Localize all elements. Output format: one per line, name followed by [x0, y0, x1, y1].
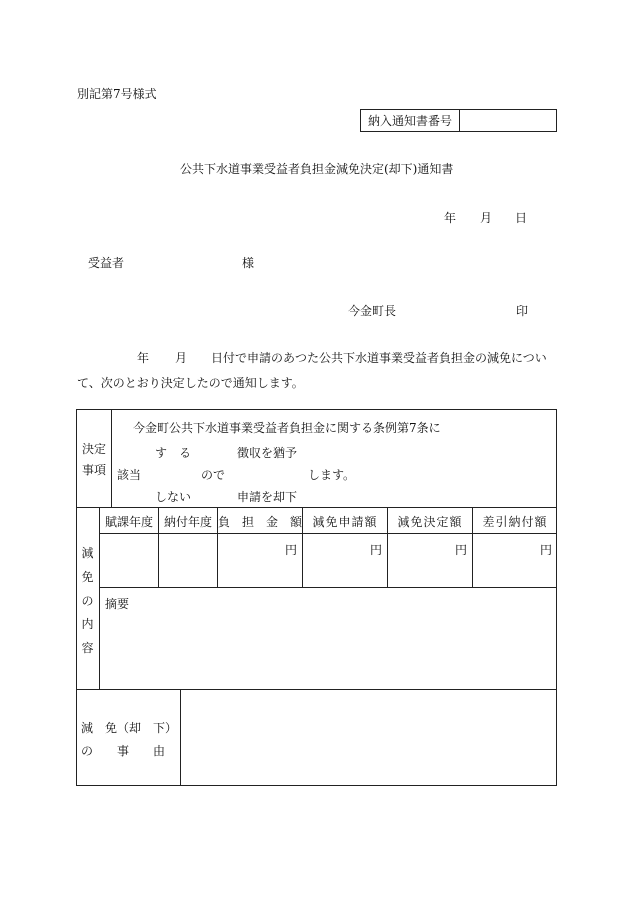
issuer-name: 今金町長 — [348, 304, 397, 318]
decision-divider — [111, 409, 112, 507]
reason-label-line-2: の 事 由 — [81, 744, 166, 758]
decision-gaito: 該当 — [117, 468, 142, 482]
yen-unit-decided: 円 — [455, 543, 468, 557]
yen-unit-net: 円 — [540, 543, 553, 557]
notice-number-field[interactable] — [462, 110, 554, 131]
decision-header-bottom: 事項 — [82, 463, 107, 477]
seal-mark: 印 — [516, 304, 529, 318]
column-header-charge-amount: 負 担 金 額 — [218, 515, 303, 529]
body-month: 月 — [175, 351, 188, 365]
column-header-rule — [99, 533, 557, 534]
date-year: 年 — [444, 211, 457, 225]
reason-divider — [180, 689, 181, 786]
contents-side-divider — [99, 507, 100, 689]
decision-node: ので — [201, 468, 226, 482]
decision-shimasu: します。 — [308, 468, 356, 482]
recipient-honorific: 様 — [242, 256, 255, 270]
date-day: 日 — [515, 211, 528, 225]
column-header-assessment-year: 賦課年度 — [104, 515, 153, 529]
column-header-requested-reduction: 減免申請額 — [312, 515, 378, 529]
notice-number-label: 納入通知書番号 — [368, 114, 453, 128]
column-header-decided-reduction: 減免決定額 — [397, 515, 463, 529]
yen-unit-charge: 円 — [285, 543, 298, 557]
body-line-1: 日付で申請のあつた公共下水道事業受益者負担金の減免につい — [211, 351, 547, 365]
decision-ordinance-text: 今金町公共下水道事業受益者負担金に関する条例第7条に — [133, 421, 441, 435]
column-header-payment-year: 納付年度 — [163, 515, 212, 529]
contents-side-char-2: 免 — [81, 570, 94, 584]
option-suru: す る — [155, 446, 192, 460]
date-month: 月 — [480, 211, 493, 225]
document-title: 公共下水道事業受益者負担金減免決定(却下)通知書 — [180, 162, 454, 176]
notice-number-divider — [459, 109, 460, 132]
decision-bottom-rule — [76, 507, 557, 508]
summary-label: 摘要 — [105, 597, 130, 611]
contents-bottom-rule — [76, 689, 557, 690]
option-shinai: しない — [155, 490, 192, 504]
form-number-label: 別記第7号様式 — [77, 87, 157, 101]
decision-header-top: 決定 — [82, 442, 107, 456]
option-application-rejection: 申請を却下 — [237, 490, 298, 504]
body-year: 年 — [137, 351, 150, 365]
amount-row-rule — [99, 587, 557, 588]
contents-side-char-3: の — [81, 594, 94, 608]
column-header-net-payment: 差引納付額 — [482, 515, 548, 529]
yen-unit-requested: 円 — [370, 543, 383, 557]
option-collection-deferral: 徴収を猶予 — [237, 446, 298, 460]
body-line-2: て、次のとおり決定したので通知します。 — [77, 376, 304, 390]
recipient-label: 受益者 — [88, 256, 125, 270]
contents-side-char-5: 容 — [81, 641, 94, 655]
contents-side-char-1: 減 — [81, 546, 94, 560]
contents-side-char-4: 内 — [81, 617, 94, 631]
reason-label-line-1: 減 免（却 下） — [81, 721, 178, 735]
